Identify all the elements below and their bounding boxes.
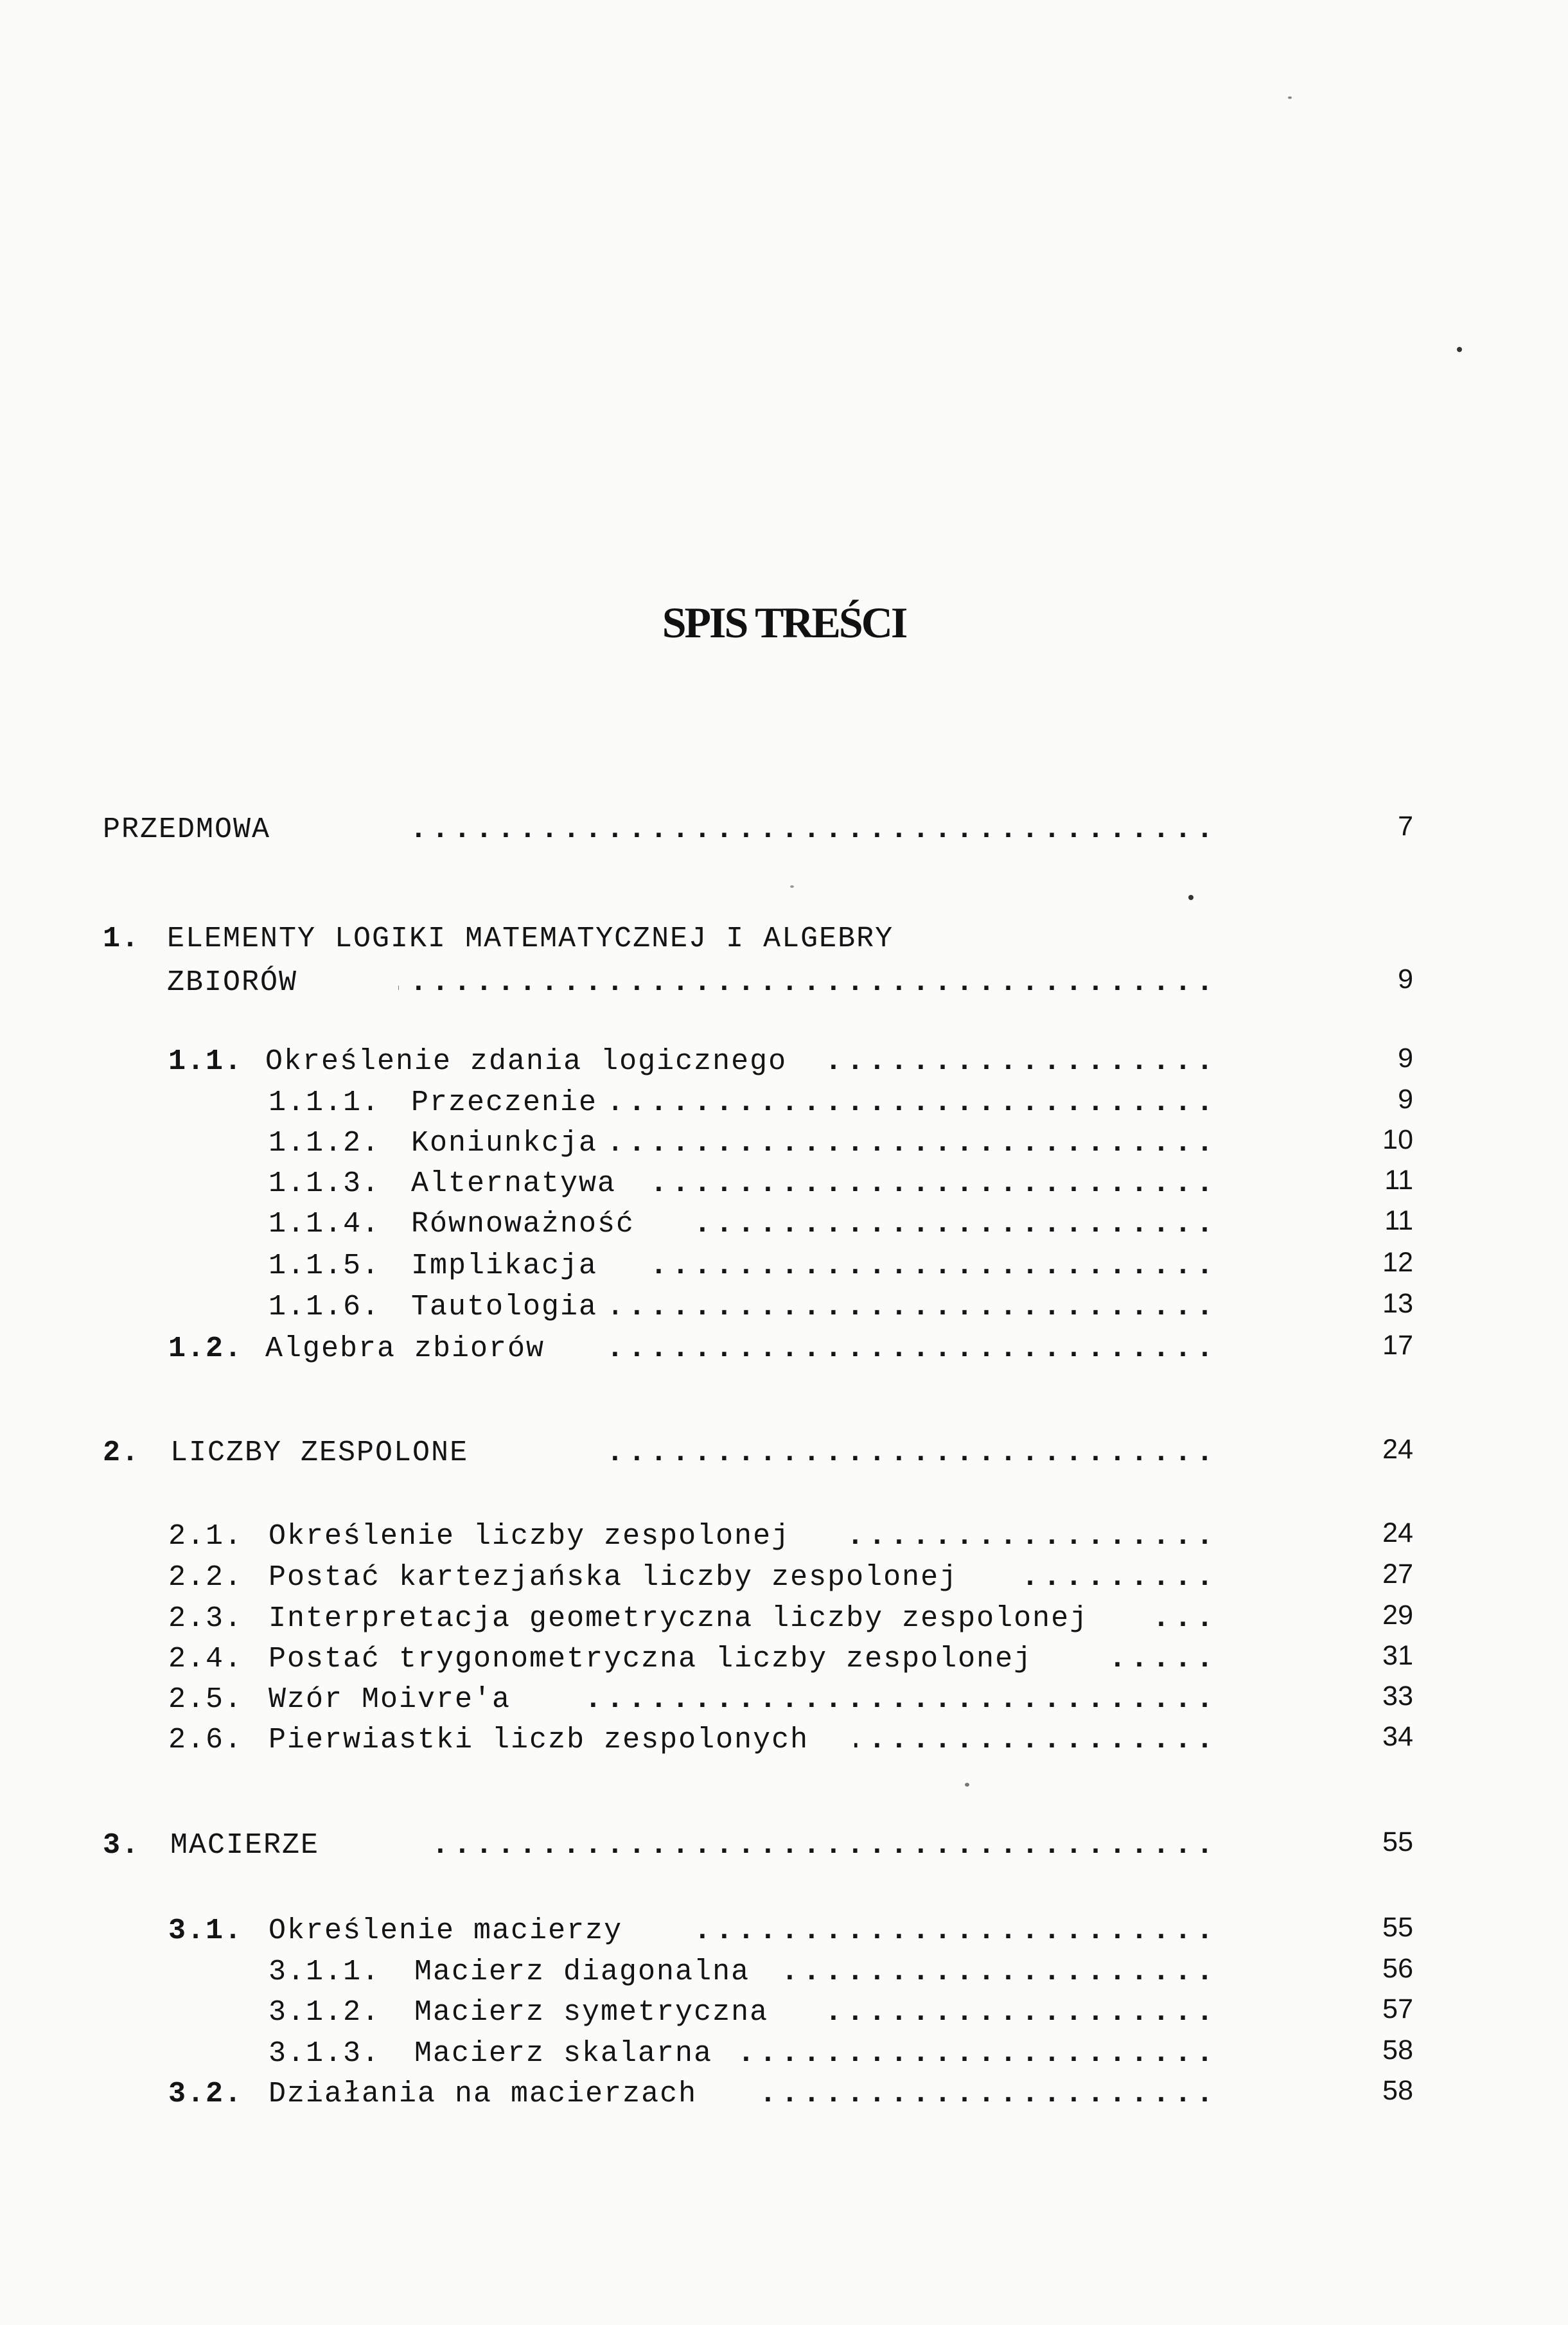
toc-entry: [0, 1043, 1568, 1081]
toc-entry: [0, 1912, 1568, 1950]
toc-entry-number: 2.6.: [168, 1724, 243, 1756]
toc-entry-label: LICZBY ZESPOLONE: [170, 1437, 469, 1469]
dot-leader: [1105, 1640, 1218, 1679]
scan-speck: [965, 1783, 969, 1787]
toc-entry-page: 58: [1382, 2075, 1413, 2106]
dot-leader: [652, 1165, 1218, 1203]
dot-leader: [613, 1124, 1218, 1163]
scan-speck: [1188, 895, 1194, 900]
dot-leader: [613, 1288, 1218, 1327]
toc-entry-number: 1.1.6.: [269, 1291, 381, 1323]
toc-entry-label: Postać trygonometryczna liczby zespolonej: [269, 1643, 1033, 1675]
toc-entry-page: 58: [1382, 2035, 1413, 2065]
toc-entry-page: 27: [1382, 1559, 1413, 1589]
toc-entry-number: 3.1.2.: [269, 1996, 381, 2029]
toc-entry-number: 1.1.2.: [269, 1127, 381, 1160]
toc-entry: [0, 1993, 1568, 2032]
toc-entry-page: 55: [1382, 1826, 1413, 1857]
toc-entry: [0, 1330, 1568, 1368]
toc-entry-page: 11: [1384, 1205, 1413, 1236]
dot-leader: [687, 1912, 1218, 1950]
dot-leader: [401, 811, 1218, 849]
toc-entry-label: Macierz skalarna: [414, 2037, 713, 2070]
toc-entry: [0, 811, 1568, 849]
toc-entry-label: Pierwiastki liczb zespolonych: [269, 1724, 809, 1756]
dot-leader: [822, 1993, 1218, 2032]
toc-entry-number: 3.1.3.: [269, 2037, 381, 2070]
scan-speck: [790, 885, 794, 888]
toc-entry-number: 2.: [103, 1437, 141, 1469]
toc-entry-number: 1.1.3.: [269, 1167, 381, 1200]
toc-entry-number: 2.5.: [168, 1683, 243, 1716]
page-title: SPIS TREŚCI: [662, 598, 906, 647]
toc-entry-page: 9: [1398, 1084, 1413, 1115]
toc-entry-label: Alternatywa: [411, 1167, 617, 1200]
toc-entry-number: 3.1.1.: [269, 1956, 381, 1988]
scan-speck: [1457, 347, 1462, 352]
toc-entry-label: Przeczenie: [411, 1086, 598, 1119]
dot-leader: [652, 1247, 1218, 1286]
toc-entry: [0, 1640, 1568, 1679]
toc-entry-label: Tautologia: [411, 1291, 598, 1323]
toc-entry: [0, 1721, 1568, 1760]
toc-entry: [0, 920, 1568, 959]
toc-entry-label: Algebra zbiorów: [265, 1332, 545, 1365]
dot-leader: [854, 1721, 1218, 1760]
toc-entry-number: 2.1.: [168, 1520, 243, 1553]
toc-entry-number: 3.1.: [168, 1914, 243, 1947]
toc-entry: [0, 1600, 1568, 1638]
toc-entry-number: 1.1.5.: [269, 1250, 381, 1282]
toc-entry-number: 1.: [103, 923, 141, 955]
toc-entry: [0, 1165, 1568, 1203]
toc-entry-label: Określenie zdania logicznego: [265, 1045, 788, 1078]
toc-entry-page: 11: [1384, 1165, 1413, 1196]
toc-entry-page: 55: [1382, 1912, 1413, 1943]
toc-entry: [0, 1247, 1568, 1286]
toc-entry-page: 24: [1382, 1434, 1413, 1465]
toc-entry-page: 9: [1398, 964, 1413, 995]
dot-leader: [591, 1681, 1218, 1719]
toc-entry-page: 34: [1382, 1721, 1413, 1752]
dot-leader: [777, 1953, 1218, 1992]
toc-entry: [0, 1826, 1568, 1865]
toc-entry: [0, 2075, 1568, 2114]
toc-entry-label: Macierz diagonalna: [414, 1956, 750, 1988]
toc-entry-page: 12: [1382, 1247, 1413, 1278]
toc-entry-page: 10: [1382, 1124, 1413, 1155]
dot-leader: [398, 964, 1218, 1002]
toc-entry-number: 1.1.4.: [269, 1208, 381, 1241]
toc-entry-number: 2.4.: [168, 1643, 243, 1675]
toc-entry-number: 1.1.1.: [269, 1086, 381, 1119]
toc-entry-label: ELEMENTY LOGIKI MATEMATYCZNEJ I ALGEBRY: [167, 923, 894, 955]
toc-entry-label: PRZEDMOWA: [103, 813, 271, 846]
toc-entry-label: MACIERZE: [170, 1829, 320, 1862]
toc-entry: [0, 964, 1568, 1002]
toc-entry-label: Określenie liczby zespolonej: [269, 1520, 791, 1553]
toc-entry-label: Postać kartezjańska liczby zespolonej: [269, 1561, 958, 1594]
dot-leader: [604, 1330, 1218, 1368]
toc-entry: [0, 1559, 1568, 1597]
toc-entry-page: 56: [1382, 1953, 1413, 1984]
toc-entry-page: 33: [1382, 1681, 1413, 1711]
dot-leader: [613, 1084, 1218, 1122]
dot-leader: [848, 1517, 1218, 1556]
toc-entry-number: 1.1.: [168, 1045, 243, 1078]
dot-leader: [816, 1043, 1218, 1081]
dot-leader: [700, 1205, 1218, 1244]
toc-entry-number: 2.3.: [168, 1602, 243, 1635]
dot-leader: [604, 1434, 1218, 1472]
toc-entry: [0, 1681, 1568, 1719]
dot-leader: [1021, 1559, 1218, 1597]
toc-entry-page: 29: [1382, 1600, 1413, 1631]
toc-entry: [0, 2035, 1568, 2073]
dot-leader: [421, 1826, 1218, 1865]
toc-entry-number: 3.: [103, 1829, 141, 1862]
dot-leader: [732, 2035, 1218, 2073]
toc-entry: [0, 1288, 1568, 1327]
toc-entry-page: 31: [1382, 1640, 1413, 1671]
toc-entry-label: ZBIORÓW: [167, 966, 298, 999]
toc-entry-label: Interpretacja geometryczna liczby zespolonej: [269, 1602, 1089, 1635]
toc-entry: [0, 1205, 1568, 1244]
toc-entry-page: 17: [1382, 1330, 1413, 1361]
toc-entry-label: Wzór Moivre'a: [269, 1683, 511, 1716]
toc-entry: [0, 1084, 1568, 1122]
toc-entry-page: 57: [1382, 1993, 1413, 2024]
dot-leader: [1143, 1600, 1218, 1638]
toc-entry-page: 24: [1382, 1517, 1413, 1548]
toc-entry-page: 9: [1398, 1043, 1413, 1074]
toc-entry-number: 1.2.: [168, 1332, 243, 1365]
toc-entry: [0, 1953, 1568, 1992]
toc-entry-label: Równoważność: [411, 1208, 635, 1241]
toc-entry-number: 2.2.: [168, 1561, 243, 1594]
toc-entry: [0, 1517, 1568, 1556]
toc-entry-label: Określenie macierzy: [269, 1914, 623, 1947]
toc-entry: [0, 1124, 1568, 1163]
toc-entry: [0, 1434, 1568, 1472]
scan-speck: [1288, 96, 1292, 99]
toc-entry-label: Macierz symetryczna: [414, 1996, 769, 2029]
toc-entry-label: Koniunkcja: [411, 1127, 598, 1160]
dot-leader: [752, 2075, 1218, 2114]
toc-entry-number: 3.2.: [168, 2078, 243, 2110]
toc-entry-page: 13: [1382, 1288, 1413, 1319]
toc-entry-label: Implikacja: [411, 1250, 598, 1282]
toc-entry-page: 7: [1398, 811, 1413, 842]
toc-entry-label: Działania na macierzach: [269, 2078, 698, 2110]
